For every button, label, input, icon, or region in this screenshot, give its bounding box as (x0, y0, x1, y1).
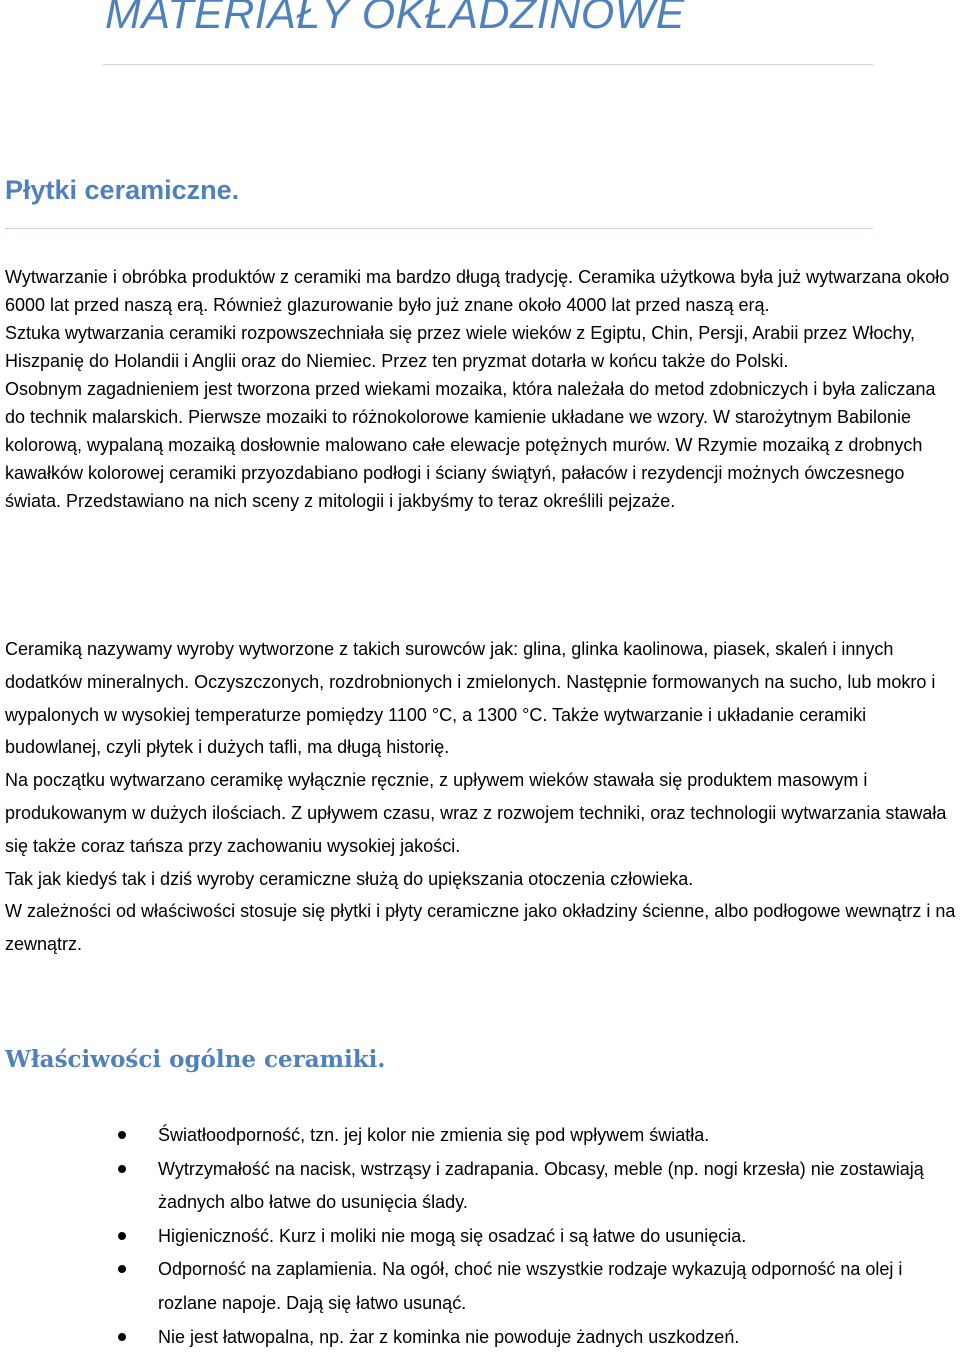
paragraph: W zależności od właściwości stosuje się płytki i płyty ceramiczne jako okładziny ścienne, albo podłogowe wewnątrz i na zewnątrz. (5, 901, 956, 955)
bullet-icon (118, 1333, 126, 1341)
bullet-icon (118, 1165, 126, 1173)
list-item-text: Wytrzymałość na nacisk, wstrząsy i zadrapania. Obcasy, meble (np. nogi krzesła) nie zostawiają żadnych albo łatwe do usunięcia ślady. (158, 1158, 924, 1213)
title-rule (103, 64, 873, 65)
paragraph: Wytwarzanie i obróbka produktów z ceramiki ma bardzo długą tradycję. Ceramika użytkowa była już wytwarzana około 6000 lat przed naszą erą. Również glazurowanie było już znane około 4000 lat przed naszą erą. (5, 267, 950, 315)
heading-rule (5, 228, 873, 229)
list-item (0, 1220, 960, 1254)
paragraph: Ceramiką nazywamy wyroby wytworzone z takich surowców jak: glina, glinka kaolinowa, piasek, skaleń i innych dodatków mineralnych. Oczyszczonych, rozdrobnionych i zmielonych. Następnie formowanych na sucho, lub mokro i wypalonych w wysokiej temperaturze pomiędzy 1100 °C, a 1300 °C. Także wytwarzanie i układanie ceramiki budowlanej, czyli płytek i dużych tafli, ma długą historię. (5, 639, 936, 758)
bullet-icon (118, 1265, 126, 1273)
paragraph: Na początku wytwarzano ceramikę wyłącznie ręcznie, z upływem wieków stawała się produktem masowym i produkowanym w dużych ilościach. Z upływem czasu, wraz z rozwojem techniki, oraz technologii wytwarzania stawała się także coraz tańsza przy zachowaniu wysokiej jakości. (5, 770, 947, 856)
paragraph: Sztuka wytwarzania ceramiki rozpowszechniała się przez wiele wieków z Egiptu, Chin, Persji, Arabii przez Włochy, Hiszpanię do Holandii i Anglii oraz do Niemiec. Przez ten pryzmat dotarła w końcu także do Polski. (5, 323, 916, 371)
ceramics-text (5, 633, 960, 961)
document-title: MATERIAŁY OKŁADZINOWE (105, 0, 685, 38)
section-heading-tiles: Płytki ceramiczne. (5, 175, 240, 205)
list-item (0, 1321, 960, 1354)
list-item-text: Higieniczność. Kurz i moliki nie mogą się osadzać i są łatwe do usunięcia. (158, 1225, 747, 1246)
list-item-text: Odporność na zaplamienia. Na ogół, choć nie wszystkie rodzaje wykazują odporność na olej i rozlane napoje. Dają się łatwo usunąć. (158, 1259, 903, 1313)
intro-text (5, 263, 960, 515)
properties-list (0, 1119, 960, 1354)
list-item-text: Nie jest łatwopalna, np. żar z kominka nie powoduje żadnych uszkodzeń. (158, 1326, 740, 1347)
bullet-icon (118, 1131, 126, 1139)
list-item (0, 1253, 960, 1320)
bullet-icon (118, 1232, 126, 1240)
list-item (0, 1119, 960, 1153)
paragraph: Tak jak kiedyś tak i dziś wyroby ceramiczne służą do upiększania otoczenia człowieka. (5, 868, 694, 889)
paragraph: Osobnym zagadnieniem jest tworzona przed wiekami mozaika, która należała do metod zdobniczych i była zaliczana do technik malarskich. Pierwsze mozaiki to różnokolorowe kamienie układane we wzory. W starożytnym Babilonie kolorową, wypalaną mozaiką dosłownie malowano całe elewacje potężnych murów. W Rzymie mozaiką z drobnych kawałków kolorowej ceramiki przyozdabiano podłogi i ściany świątyń, pałaców i rezydencji możnych ówczesnego świata. Przedstawiano na nich sceny z mitologii i jakbyśmy to teraz określili pejzaże. (5, 379, 936, 511)
list-item (0, 1153, 960, 1220)
section-heading-properties: Właściwości ogólne ceramiki. (5, 1046, 386, 1073)
list-item-text: Światłoodporność, tzn. jej kolor nie zmienia się pod wpływem światła. (158, 1125, 710, 1145)
